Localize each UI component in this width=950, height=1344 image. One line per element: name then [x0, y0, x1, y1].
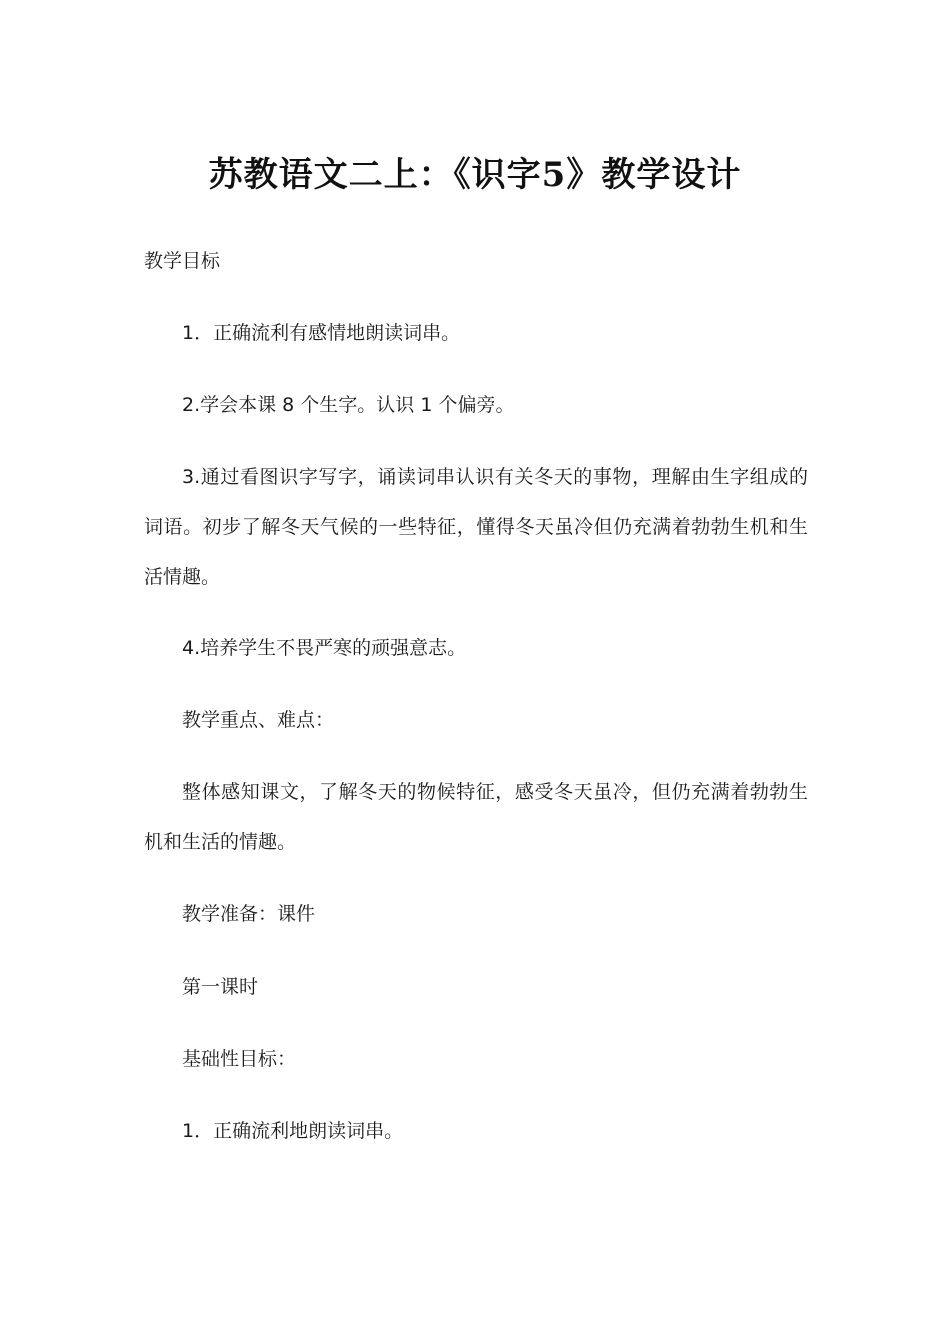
paragraph-key-points-content: 整体感知课文，了解冬天的物候特征，感受冬天虽冷，但仍充满着勃勃生机和生活的情趣。: [144, 781, 808, 853]
paragraph-goal-3: 3.通过看图识字写字，诵读词串认识有关冬天的事物，理解由生字组成的词语。初步了解冬天气候的一些特征，懂得冬天虽冷但仍充满着勃勃生机和生活情趣。: [144, 466, 808, 588]
document-title: 苏教语文二上：《识字5》教学设计: [208, 154, 742, 195]
paragraph-first-lesson: 第一课时: [182, 976, 259, 998]
paragraph-teaching-goals-heading: 教学目标: [144, 250, 221, 272]
paragraph-basic-goal-1: 1．正确流利地朗读词串。: [182, 1120, 404, 1142]
paragraph-key-points-heading: 教学重点、难点：: [182, 709, 335, 731]
paragraph-preparation: 教学准备：课件: [182, 903, 316, 925]
paragraph-goal-1: 1．正确流利有感情地朗读词串。: [182, 322, 461, 344]
paragraph-basic-goals-heading: 基础性目标：: [182, 1048, 297, 1070]
paragraph-goal-4: 4.培养学生不畏严寒的顽强意志。: [182, 637, 467, 659]
paragraph-goal-2: 2.学会本课 8 个生字。认识 1 个偏旁。: [182, 394, 515, 416]
